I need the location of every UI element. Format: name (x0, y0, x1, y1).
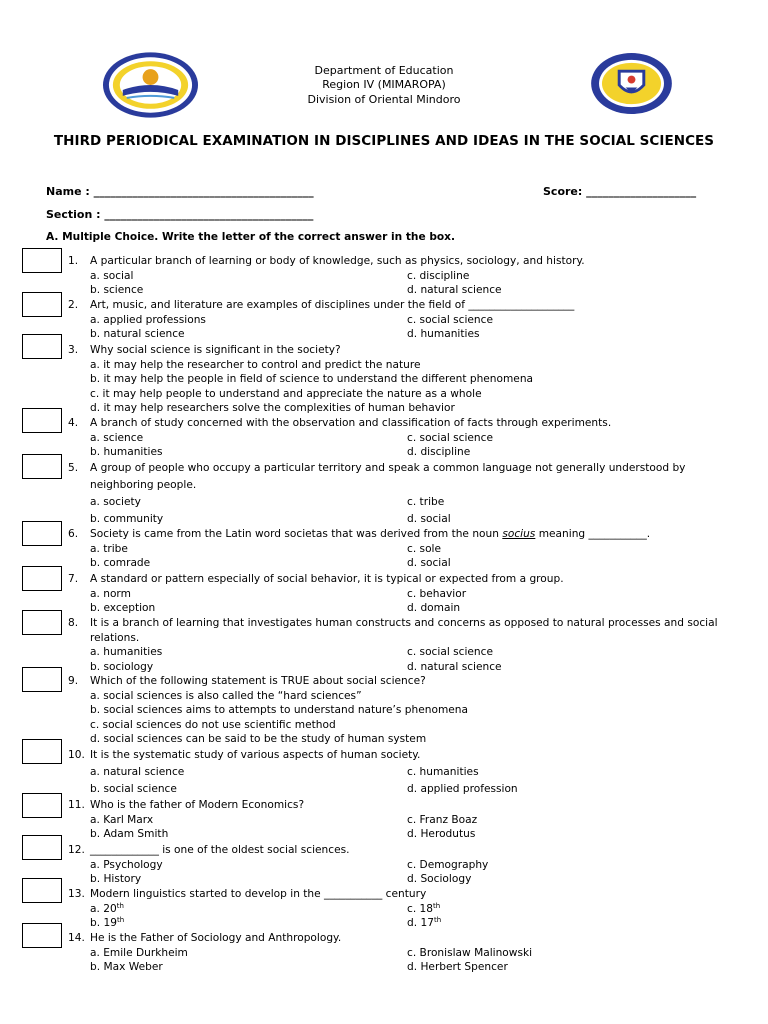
choice-d: d. social (407, 557, 451, 569)
choice-d: d. social (407, 513, 451, 525)
name-label: Name : (46, 185, 90, 198)
section-line[interactable]: ______________________________________ (104, 208, 314, 221)
question-9 (68, 674, 728, 747)
choice-d: d. domain (407, 602, 461, 614)
stem-text-end: meaning ___________. (535, 528, 651, 540)
choice-d-suffix: th (433, 916, 442, 924)
question-7 (68, 572, 728, 616)
question-4 (68, 416, 728, 460)
exam-title: THIRD PERIODICAL EXAMINATION IN DISCIPLINES AND IDEAS IN THE SOCIAL SCIENCES (53, 133, 715, 149)
question-1 (68, 254, 728, 298)
question-5 (68, 460, 728, 528)
choice-b (90, 916, 407, 931)
question-number: 12. (68, 844, 85, 856)
choice-c-suffix: th (433, 901, 441, 910)
choice-a: a. Emile Durkheim (90, 946, 188, 959)
question-stem: Modern linguistics started to develop in the ___________ century (90, 888, 427, 900)
answer-box-8[interactable] (22, 610, 62, 635)
choice-c: c. humanities (407, 766, 479, 778)
question-number: 10. (68, 749, 85, 761)
name-line[interactable]: ________________________________________ (93, 185, 314, 198)
choice-c: c. social science (407, 313, 493, 326)
choice-b: b. Adam Smith (90, 828, 169, 840)
choice-d: d. Sociology (407, 873, 472, 885)
choice-d: d. natural science (407, 660, 502, 673)
instructions: A. Multiple Choice. Write the letter of the correct answer in the box. (46, 231, 456, 243)
choice-a: a. norm (90, 587, 131, 600)
choice-c-text: c. 18 (407, 902, 434, 915)
question-number: 8. (68, 617, 79, 629)
answer-box-2[interactable] (22, 292, 62, 317)
choice-a: a. Psychology (90, 858, 163, 871)
question-number: 4. (68, 417, 79, 429)
choice-a: a. tribe (90, 542, 128, 555)
question-number: 3. (68, 344, 79, 356)
score-field (543, 185, 696, 198)
choice-b: b. community (90, 513, 164, 525)
question-3 (68, 343, 728, 416)
choice-c: c. social science (407, 646, 493, 658)
answer-box-1[interactable] (22, 248, 62, 273)
choice-a: a. natural science (90, 766, 185, 778)
answer-box-3[interactable] (22, 334, 62, 359)
choice-b: b. it may help the people in field of science to understand the different phenomena (90, 373, 534, 385)
answer-box-12[interactable] (22, 835, 62, 860)
question-12 (68, 843, 728, 887)
question-stem: A branch of study concerned with the observation and classification of facts through experiments. (90, 417, 612, 429)
choice-b: b. natural science (90, 328, 185, 340)
choice-d: d. it may help researchers solve the complexities of human behavior (90, 402, 455, 414)
choice-c: c. social science (407, 431, 493, 444)
section-field (46, 208, 313, 221)
question-stem: Who is the father of Modern Economics? (90, 799, 305, 811)
answer-box-11[interactable] (22, 793, 62, 818)
choice-a: a. science (90, 431, 144, 444)
choice-c: c. Demography (407, 858, 489, 871)
choice-d: d. Herodutus (407, 828, 476, 840)
choice-c: c. sole (407, 542, 442, 555)
choice-d (407, 916, 707, 931)
answer-box-14[interactable] (22, 923, 62, 948)
question-stem: A group of people who occupy a particular territory and speak a common language not generally understood by neighboring people. (90, 462, 686, 491)
answer-box-13[interactable] (22, 878, 62, 903)
choice-b: b. comrade (90, 557, 151, 569)
choice-d: d. Herbert Spencer (407, 961, 508, 973)
choice-d: d. humanities (407, 328, 480, 340)
section-label: Section : (46, 208, 101, 221)
question-stem: A standard or pattern especially of social behavior, it is typical or expected from a group. (90, 573, 564, 585)
question-number: 9. (68, 675, 79, 687)
question-stem: _____________ is one of the oldest social sciences. (90, 844, 350, 856)
question-number: 2. (68, 299, 79, 311)
choice-a-suffix: th (116, 901, 124, 910)
question-number: 6. (68, 528, 79, 540)
name-field (46, 185, 314, 198)
choice-a (90, 902, 407, 917)
choice-d-text: d. 17 (407, 917, 434, 929)
score-label: Score: (543, 185, 583, 198)
choice-c: c. tribe (407, 496, 445, 508)
question-stem: Art, music, and literature are examples of disciplines under the field of ____________________ (90, 299, 575, 311)
choice-d: d. applied profession (407, 783, 518, 795)
answer-box-10[interactable] (22, 739, 62, 764)
choice-d: d. social sciences can be said to be the study of human system (90, 733, 427, 745)
score-line[interactable]: ____________________ (586, 185, 697, 198)
choice-a: a. Karl Marx (90, 813, 154, 826)
choice-a: a. society (90, 496, 141, 508)
choice-c: c. Bronislaw Malinowski (407, 946, 533, 959)
question-stem: He is the Father of Sociology and Anthropology. (90, 932, 342, 944)
choice-c: c. Franz Boaz (407, 813, 478, 826)
choice-b: b. science (90, 284, 144, 296)
choice-b: b. exception (90, 602, 156, 614)
choice-a-text: a. 20 (90, 902, 117, 915)
choice-a: a. social sciences is also called the “hard sciences” (90, 689, 362, 702)
question-number: 13. (68, 888, 85, 900)
question-8 (68, 616, 728, 674)
choice-b: b. History (90, 873, 142, 885)
choice-a: a. applied professions (90, 313, 206, 326)
answer-box-4[interactable] (22, 408, 62, 433)
question-stem: It is a branch of learning that investigates human constructs and concerns as opposed to natural processes and social relations. (90, 617, 718, 644)
question-stem (90, 527, 728, 542)
answer-box-6[interactable] (22, 521, 62, 546)
choice-c: c. it may help people to understand and appreciate the nature as a whole (90, 387, 482, 400)
question-11 (68, 798, 728, 842)
header-division: Division of Oriental Mindoro (307, 93, 461, 106)
choice-b: b. social science (90, 783, 177, 795)
choice-b-text: b. 19 (90, 917, 117, 929)
choice-a: a. social (90, 269, 134, 282)
choice-c: c. discipline (407, 269, 470, 282)
question-stem: Which of the following statement is TRUE about social science? (90, 675, 426, 687)
choice-b-suffix: th (116, 916, 125, 924)
question-number: 14. (68, 932, 85, 944)
choice-b: b. Max Weber (90, 961, 163, 973)
choice-c: c. behavior (407, 587, 467, 600)
choice-b: b. social sciences aims to attempts to understand nature’s phenomena (90, 704, 468, 716)
answer-box-9[interactable] (22, 667, 62, 692)
choice-b: b. sociology (90, 660, 154, 673)
choice-c: c. social sciences do not use scientific method (90, 718, 336, 731)
question-number: 11. (68, 799, 85, 811)
question-13 (68, 887, 728, 931)
question-number: 5. (68, 462, 79, 474)
answer-box-5[interactable] (22, 454, 62, 479)
question-number: 7. (68, 573, 79, 585)
header-region: Region IV (MIMAROPA) (322, 78, 446, 91)
choice-a: a. humanities (90, 646, 163, 658)
question-number: 1. (68, 255, 79, 267)
stem-text: Society is came from the Latin word societas that was derived from the noun (90, 528, 503, 540)
answer-box-7[interactable] (22, 566, 62, 591)
stem-term-socius: socius (502, 528, 536, 540)
choice-b: b. humanities (90, 446, 163, 458)
question-6 (68, 527, 728, 571)
choice-c (407, 902, 707, 917)
question-10 (68, 747, 728, 798)
question-2 (68, 298, 728, 342)
header-department: Department of Education (314, 64, 454, 77)
question-14 (68, 931, 728, 975)
question-stem: Why social science is significant in the society? (90, 344, 341, 356)
question-stem: A particular branch of learning or body of knowledge, such as physics, sociology, and history. (90, 255, 585, 267)
choice-d: d. discipline (407, 446, 471, 458)
choice-a: a. it may help the researcher to control and predict the nature (90, 358, 421, 371)
choice-d: d. natural science (407, 284, 502, 296)
question-stem: It is the systematic study of various aspects of human society. (90, 749, 421, 761)
